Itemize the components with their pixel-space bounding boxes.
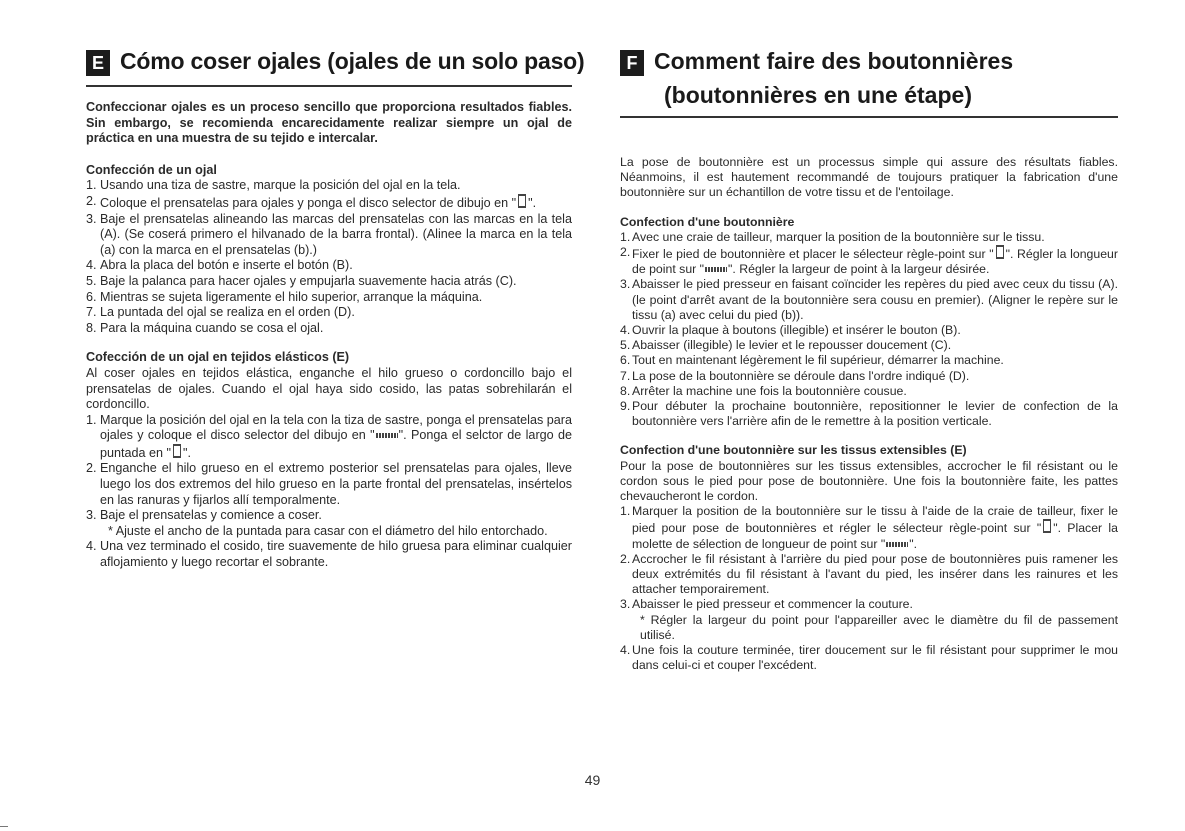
- section-heading: Cofección de un ojal en tejidos elásticos (E): [86, 350, 350, 365]
- list-item: 2. Coloque el prensatelas para ojales y ponga el disco selector de dibujo en " ".: [86, 193, 537, 210]
- stitch-length-icon: [376, 433, 398, 438]
- language-badge: E: [86, 50, 110, 76]
- list-item: * Régler la largeur du point pour l'appareiller avec le diamètre du fil de passement utilisé.: [640, 612, 1118, 642]
- list-item: 1. Avec une craie de tailleur, marquer la position de la boutonnière sur le tissu.: [620, 229, 1045, 244]
- list-item: 2. Fixer le pied de boutonnière et placer le sélecteur règle-point sur " ". Régler la longueur de point sur " ". Régler la largeur de point à la largeur désirée.: [620, 245, 1118, 277]
- section-paragraph: Al coser ojales en tejidos elástica, enganche el hilo grueso o cordoncillo bajo el prensatelas de ojales. Cuando el ojal haya sido cosido, las patas sobrehilarán el cordoncillo.: [86, 365, 572, 412]
- list-item: 2. Enganche el hilo grueso en el extremo posterior sel prensatelas para ojales, lleve luego los dos extremos del hilo grueso en la parte frontal del prensatelas, insértelos en las ranuras y fijarlos allí temporalmente.: [86, 461, 572, 507]
- page-title: Comment faire des boutonnières: [654, 48, 1014, 74]
- french-body: [620, 155, 1118, 688]
- list-item: 8. Para la máquina cuando se cosa el ojal.: [86, 320, 324, 335]
- list-item: 8. Arrêter la machine une fois la boutonnière cousue.: [620, 383, 907, 398]
- language-badge: F: [620, 50, 644, 76]
- buttonhole-pattern-icon: [996, 245, 1004, 259]
- list-item: 6. Mientras se sujeta ligeramente el hilo superior, arranque la máquina.: [86, 289, 483, 304]
- list-item: 3. Baje el prensatelas y comience a coser.: [86, 508, 322, 523]
- steps-list: [86, 413, 572, 571]
- stitch-length-icon: [705, 267, 727, 272]
- list-item: 3. Abaisser le pied presseur en faisant coïncider les repères du pied avec ceux du tissu (A). (le point d'arrêt avant de la boutonnière sera cousu en premier). (Aligner le repère sur le tissu (a) avec celui du pied (b)).: [620, 277, 1118, 322]
- stitch-length-icon: [886, 542, 908, 547]
- list-item: 7. La pose de la boutonnière se déroule dans l'ordre indiqué (D).: [620, 368, 970, 383]
- list-item: 9. Pour débuter la prochaine boutonnière, repositionner le levier de confection de la boutonnière vers l'arrière afin de le remettre à la position verticale.: [620, 399, 1118, 429]
- steps-list: [86, 178, 572, 336]
- list-item: 2. Accrocher le fil résistant à l'arrière du pied pour pose de boutonnières puis ramener les deux extrémités du fil résistant à l'avant du pied, les insérer dans les rainures et les attacher temporairement.: [620, 551, 1118, 597]
- intro-paragraph: La pose de boutonnière est un processus simple qui assure des résultats fiables. Néanmoins, il est hautement recommandé de toujours pratiquer la fabrication d'une boutonnière sur un échantillon de votre tissu et de l'entoilage.: [620, 155, 1118, 200]
- list-item: 5. Baje la palanca para hacer ojales y empujarla suavemente hacia atrás (C).: [86, 273, 517, 288]
- list-item: 4. Une fois la couture terminée, tirer doucement sur le fil résistant pour supprimer le mou dans celui-ci et couper l'excédent.: [620, 643, 1118, 673]
- section-heading: Confection d'une boutonnière sur les tissus extensibles (E): [620, 443, 967, 458]
- list-item: 7. La puntada del ojal se realiza en el orden (D).: [86, 305, 355, 320]
- steps-list: [620, 504, 1118, 673]
- list-item: 6. Tout en maintenant légèrement le fil supérieur, démarrer la machine.: [620, 353, 1004, 368]
- intro-paragraph: Confeccionar ojales es un proceso sencillo que proporciona resultados fiables. Sin embargo, se recomienda encarecidamente realizar siempre un ojal de práctica en una muestra de su tejido e intercalar.: [86, 100, 572, 146]
- list-item: 1. Usando una tiza de sastre, marque la posición del ojal en la tela.: [86, 178, 461, 193]
- list-item: 5. Abaisser (illegible) le levier et le repousser doucement (C).: [620, 338, 952, 353]
- list-item: 4. Abra la placa del botón e inserte el botón (B).: [86, 258, 353, 273]
- title-underline: [620, 116, 1118, 118]
- list-item: 1. Marque la posición del ojal en la tela con la tiza de sastre, ponga el prensatelas para ojales y coloque el disco selector del dibujo en " ". Ponga el selctor de largo de puntada en " ".: [86, 412, 572, 460]
- list-item: 3. Abaisser le pied presseur et commencer la couture.: [620, 597, 913, 612]
- buttonhole-pattern-icon: [173, 444, 181, 458]
- buttonhole-pattern-icon: [518, 194, 526, 208]
- section-heading: Confection d'une boutonnière: [620, 214, 795, 229]
- spanish-body: [86, 100, 572, 585]
- list-item: 4. Ouvrir la plaque à boutons (illegible) et insérer le bouton (B).: [620, 323, 961, 338]
- page-title: Cómo coser ojales (ojales de un solo paso): [120, 48, 585, 74]
- list-item: * Ajuste el ancho de la puntada para casar con el diámetro del hilo entorchado.: [108, 523, 548, 538]
- steps-list: [620, 230, 1118, 430]
- section-heading: Confección de un ojal: [86, 162, 217, 177]
- list-item: 3. Baje el prensatelas alineando las marcas del prensatelas con las marcas en la tela (A). (Se coserá primero el hilvanado de la barra frontal). (Alinee la marca en la tela (a) con la marca en el prensatelas (b).): [86, 211, 572, 257]
- list-item: 1. Marquer la position de la boutonnière sur le tissu à l'aide de la craie de tailleur, fixer le pied pour pose de boutonnières et régler le sélecteur règle-point sur " ". Placer la molette de sélection de longueur de point sur " ".: [620, 504, 1118, 551]
- page-subtitle: (boutonnières en une étape): [664, 82, 972, 108]
- buttonhole-pattern-icon: [1043, 519, 1051, 533]
- corner-mark: [0, 826, 8, 827]
- page-number: 49: [584, 772, 601, 788]
- list-item: 4. Una vez terminado el cosido, tire suavemente de hilo gruesa para eliminar cualquier aflojamiento y luego recortar el sobrante.: [86, 539, 572, 570]
- section-paragraph: Pour la pose de boutonnières sur les tissus extensibles, accrocher le fil résistant ou le cordon sous le pied pour pose de boutonnière. Une fois la boutonnière faite, les pattes chevaucheront le cordon.: [620, 458, 1118, 504]
- title-underline: [86, 85, 572, 87]
